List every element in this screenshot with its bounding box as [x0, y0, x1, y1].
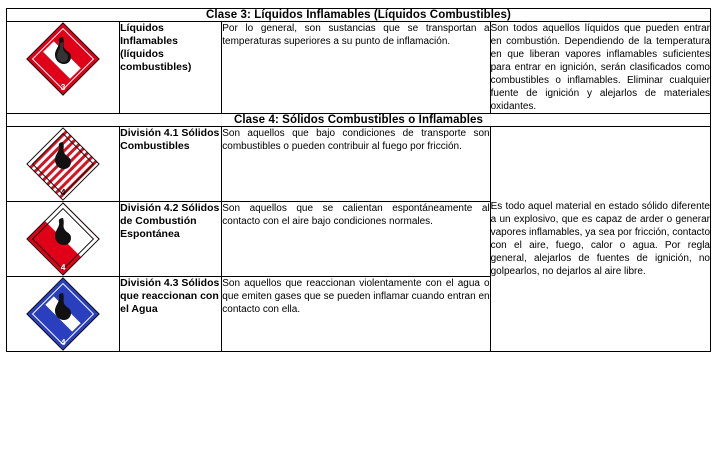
hazard-description-class-4-2: Son aquellos que se calientan espontáneamente al contacto con el aire bajo condiciones normales.: [222, 202, 490, 277]
table-row: [7, 22, 711, 114]
table-row: [7, 114, 711, 127]
hazard-note-class-3: Son todos aquellos líquidos que pueden entrar en combustión. Dependiendo de la temperatura en que liberan vapores inflamables suficientes para entrar en ignición, serán clasificados como combustibles o inflamables. Eliminar cualquier fuente de ignición y alejarlos de materiales oxidantes.: [490, 23, 710, 112]
table-row: [7, 9, 711, 22]
hazard-name-class-4-1: División 4.1 Sólidos Combustibles: [120, 127, 222, 202]
pictogram-cell-class-4-1: [7, 127, 120, 202]
table-row: [7, 127, 711, 202]
hazard-class-number: 3: [60, 81, 66, 92]
hazard-description-class-4-3: Son aquellos que reaccionan violentamente con el agua o que emiten gases que se pueden inflamar cuando entran en contacto con ella.: [222, 277, 490, 352]
pictogram-cell-class-4-3: [7, 277, 120, 352]
hazard-description-class-3: Por lo general, son sustancias que se transportan a temperaturas superiores a su punto de inflamación.: [222, 22, 490, 114]
class-4-header: Clase 4: Sólidos Combustibles o Inflamables: [7, 114, 711, 127]
hazard-name-class-4-2: División 4.2 Sólidos de Combustión Espontánea: [120, 202, 222, 277]
pictogram-cell-class-4-2: [7, 202, 120, 277]
hazard-note-class-4: Es todo aquel material en estado sólido diferente a un explosivo, que es capaz de arder o generar vapores inflamables, ya sea por fricción, contacto con el aire, fuego, calor o agua. Por regla general, alejarlos de fuentes de ignición, no golpearlos, no dejarlos al aire libre.: [490, 127, 710, 352]
hazard-description-class-4-1: Son aquellos que bajo condiciones de transporte son combustibles o pueden contribuir al fuego por fricción.: [222, 127, 490, 202]
pictogram-cell-class-3: [7, 22, 120, 114]
hazard-class-number: 4: [60, 186, 66, 197]
hazard-name-class-4-3: División 4.3 Sólidos que reaccionan con el Agua: [120, 277, 222, 352]
hazard-class-number: 4: [60, 336, 66, 347]
dangerous-when-wet-diamond-icon: [26, 277, 100, 351]
flammable-solid-diamond-icon: [26, 127, 100, 201]
hazard-name-class-3: Líquidos Inflamables (líquidos combustibles): [120, 22, 222, 114]
flammable-liquid-diamond-icon: [26, 22, 100, 96]
class-3-header: Clase 3: Líquidos Inflamables (Líquidos Combustibles): [7, 9, 711, 22]
hazard-class-number: 4: [60, 261, 66, 272]
dangerous-goods-table: [6, 8, 711, 352]
spontaneously-combustible-diamond-icon: [26, 202, 100, 276]
